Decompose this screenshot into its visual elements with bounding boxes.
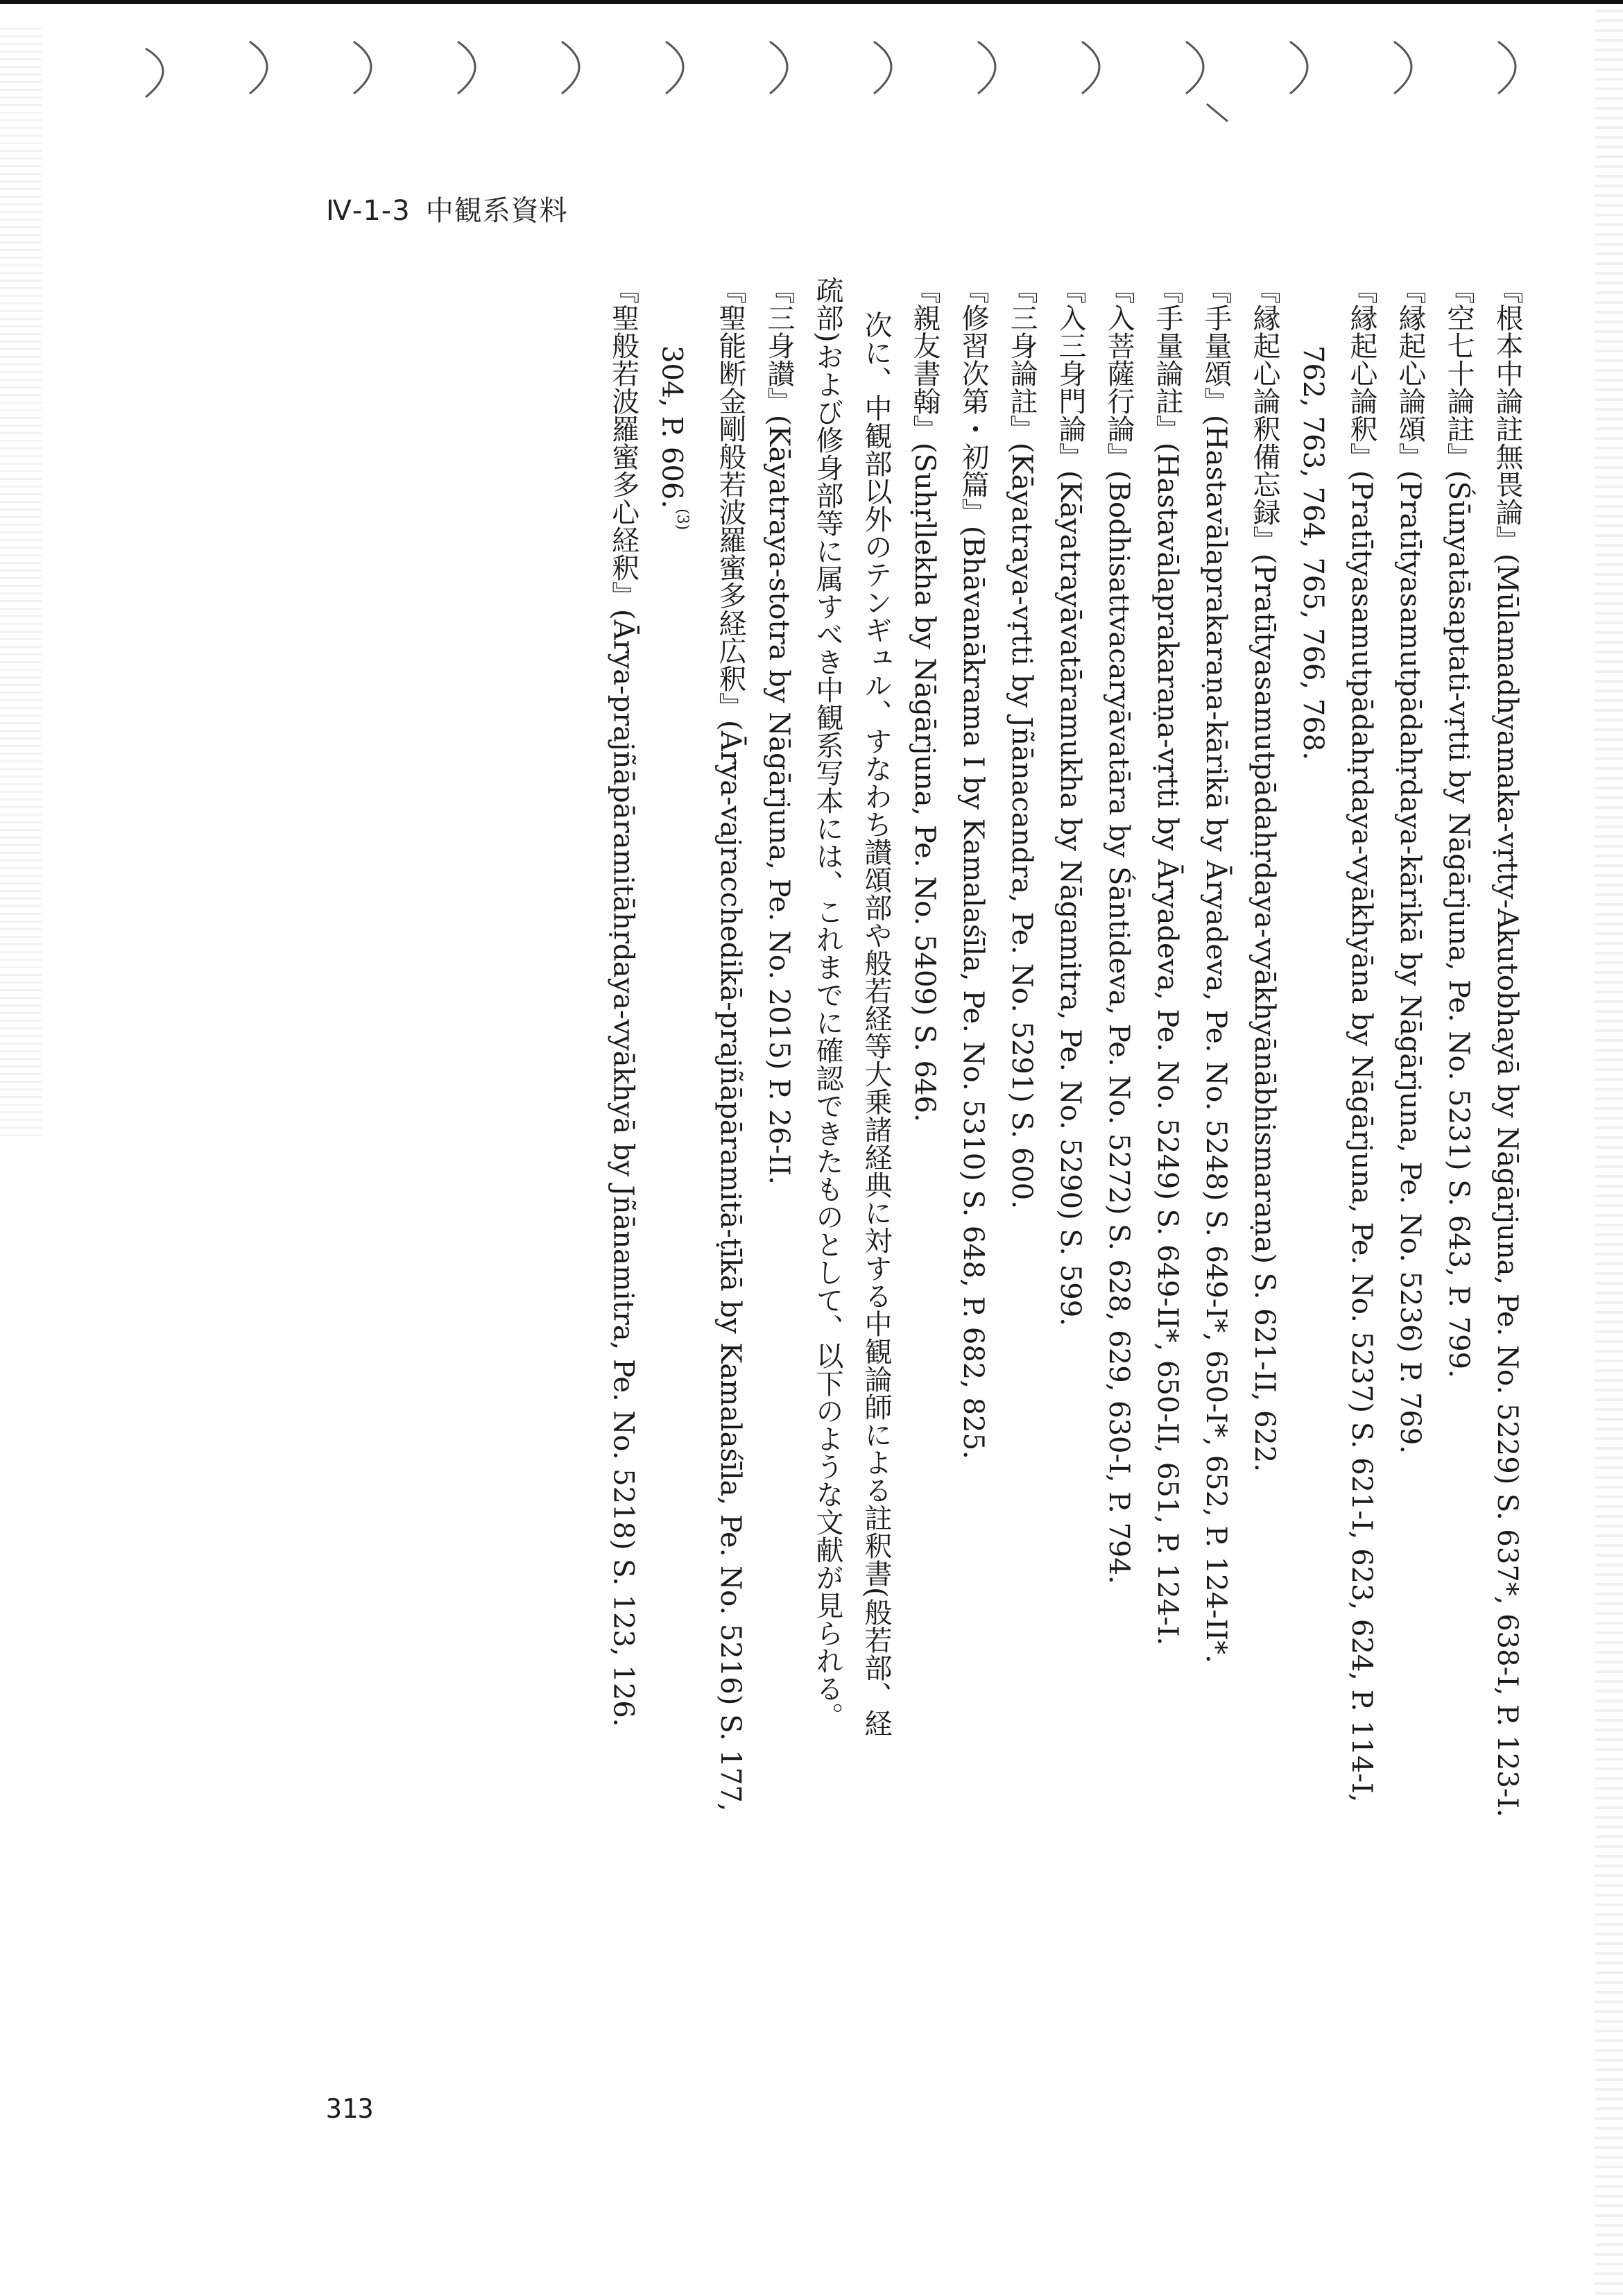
- binding-mark: [1498, 42, 1515, 94]
- entry-line: 『入菩薩行論』(Bodhisattvacaryāvatāra by Śāntideva, Pe. No. 5272) S. 628, 629, 630-I, P. 794.: [1103, 276, 1135, 1584]
- entry-line: 『手量論註』(Hastavālaprakaraṇa-vṛtti by Āryadeva, Pe. No. 5249) S. 649-II*, 650-II, 651, P. 124-I.: [1151, 276, 1183, 1646]
- stray-mark: [1207, 104, 1228, 121]
- scan-noise-right: [1595, 0, 1623, 2296]
- section-number: Ⅳ-1-3: [326, 195, 411, 227]
- binding-mark: [1394, 42, 1411, 94]
- entry-line: 『縁起心論釈備忘録』(Pratītyasamutpādahṛdaya-vyākhyānābhismaraṇa) S. 621-II, 622.: [1248, 276, 1280, 1473]
- binding-mark: [146, 49, 163, 97]
- entry-line-continuation: 762, 763, 764, 765, 766, 768.: [1297, 345, 1329, 760]
- binding-marks: [0, 0, 1623, 153]
- entry-line: 『縁起心論釈』(Pratītyasamutpādahṛdaya-vyākhyāna by Nāgārjuna, Pe. No. 5237) S. 621-I, 623, 624, P. 114-I,: [1346, 276, 1377, 1803]
- entry-line: 『縁起心論頌』(Pratītyasamutpādahṛdaya-kārikā by Nāgārjuna, Pe. No. 5236) P. 769.: [1394, 276, 1426, 1455]
- binding-mark: [354, 42, 371, 94]
- entry-line: 『親友書翰』(Suhṛllekha by Nāgārjuna, Pe. No. 5409) S. 646.: [909, 276, 941, 1122]
- running-header: [326, 189, 568, 228]
- binding-mark: [1290, 42, 1307, 94]
- paragraph-line: 次に、中観部以外のテンギュル、すなわち讃頌部や般若経等大乗諸経典に対する中観論師による註釈書(般若部、経: [860, 311, 892, 1737]
- binding-mark: [562, 42, 579, 94]
- entry-line: 『聖能断金剛般若波羅蜜多経広釈』(Ārya-vajracchedikā-prajñāpāramitā-ṭīkā by Kamalaśīla, Pe. No. 5216) S. 177,: [714, 276, 746, 1812]
- binding-mark: [978, 42, 995, 94]
- scan-noise-left: [0, 28, 42, 1138]
- entry-continuation-text: 304, P. 606.: [655, 345, 688, 509]
- entry-line-continuation: [648, 276, 706, 2288]
- binding-mark: [1082, 42, 1099, 94]
- binding-mark: [1186, 42, 1203, 94]
- entry-line: 『修習次第・初篇』(Bhāvanākrama I by Kamalaśīla, Pe. No. 5310) S. 648, P. 682, 825.: [957, 276, 989, 1459]
- binding-mark: [250, 42, 267, 94]
- binding-mark: [666, 42, 683, 94]
- binding-mark: [770, 42, 787, 94]
- entry-line: 『手量頌』(Hastavālaprakaraṇa-kārikā by Āryadeva, Pe. No. 5248) S. 649-I*, 650-I*, 652, P. 124-II*.: [1200, 276, 1232, 1663]
- entry-line: 『三身論註』(Kāyatraya-vṛtti by Jñānacandra, Pe. No. 5291) S. 600.: [1006, 276, 1038, 1209]
- entry-line: 『空七十論註』(Śūnyatāsaptati-vṛtti by Nāgārjuna, Pe. No. 5231) S. 643, P. 799.: [1443, 276, 1475, 1378]
- vertical-text-body: [290, 276, 1531, 2288]
- entry-line: 『三身讃』(Kāyatraya-stotra by Nāgārjuna, Pe. No. 2015) P. 26-II.: [763, 276, 795, 1185]
- entry-line: 『根本中論註無畏論』(Mūlamadhyamaka-vṛtty-Akutobhayā by Nāgārjuna, Pe. No. 5229) S. 637*, 638-I, P. 123-I.: [1491, 276, 1523, 1817]
- footnote-marker: (3): [673, 508, 691, 531]
- entry-line: 『聖般若波羅蜜多心経釈』(Ārya-prajñāpāramitāhṛdaya-vyākhyā by Jñānamitra, Pe. No. 5218) S. 123, 126.: [607, 276, 639, 1727]
- page-number: 313: [326, 2093, 374, 2124]
- section-title: 中観系資料: [425, 195, 568, 227]
- binding-mark: [458, 42, 475, 94]
- binding-mark: [874, 42, 891, 94]
- entry-line: 『入三身門論』(Kāyatrayāvatāramukha by Nāgamitra, Pe. No. 5290) S. 599.: [1054, 276, 1086, 1326]
- paragraph-line: 疏部)および修身部等に属すべき中観系写本には、これまでに確認できたものとして、以下のような文献が見られる。: [812, 276, 843, 1730]
